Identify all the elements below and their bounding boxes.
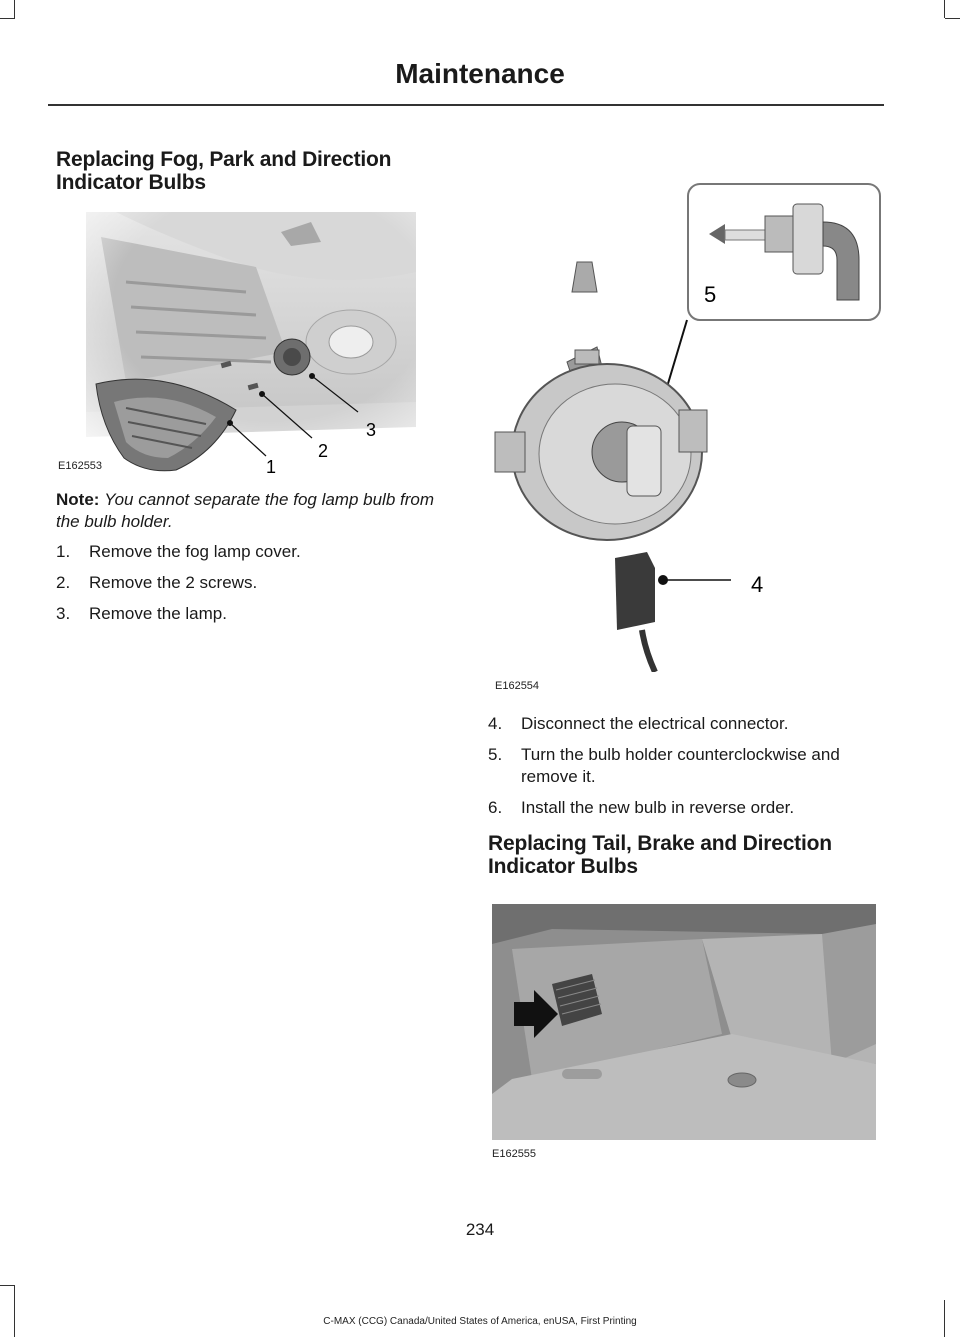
callout-5: 5 [704,282,717,307]
heading-line: Replacing Tail, Brake and Direction [488,832,832,855]
list-item [56,572,436,594]
figure-code: E162555 [492,1148,537,1160]
step-text: Turn the bulb holder counterclockwise and remove it. [521,745,840,786]
list-item [56,603,436,625]
note-label: Note: [56,490,100,509]
figure-fog-lamp [56,212,416,476]
page-title: Maintenance [395,58,565,89]
list-item [56,541,436,563]
list-item [488,713,883,735]
heading-line: Indicator Bulbs [488,855,638,878]
figure-bulb-holder [487,182,884,672]
crop-mark [0,18,15,19]
heading-line: Replacing Fog, Park and Direction [56,148,392,171]
list-item [488,797,883,819]
bulb-holder-illustration [487,182,884,672]
section-heading-tail [488,832,832,878]
crop-mark [0,1285,15,1286]
step-text: Remove the lamp. [89,604,227,623]
note-text: You cannot separate the fog lamp bulb from the bulb holder. [56,490,435,531]
figure-code: E162554 [495,680,540,692]
crop-mark [14,0,15,18]
cargo-area-illustration [492,904,876,1140]
figure-code: E162553 [58,460,103,472]
section-heading-fog [56,148,391,194]
step-number: 4. [488,714,503,733]
page-number: 234 [465,1220,495,1239]
footer-text: C-MAX (CCG) Canada/United States of America, enUSA, First Printing [323,1316,637,1327]
figure-cargo-area [492,904,876,1140]
callout-3: 3 [366,420,377,440]
crop-mark [14,1285,15,1337]
step-text: Remove the 2 screws. [89,573,258,592]
callout-2: 2 [318,441,329,461]
step-number: 2. [56,573,71,592]
step-number: 3. [56,604,71,623]
heading-line: Indicator Bulbs [56,171,206,194]
callout-1: 1 [266,457,277,476]
steps-list-fog-bulb [488,713,883,828]
step-text: Disconnect the electrical connector. [521,714,789,733]
step-number: 6. [488,798,503,817]
fog-lamp-illustration [56,212,416,476]
callout-4: 4 [751,572,764,597]
step-text: Remove the fog lamp cover. [89,542,301,561]
step-number: 5. [488,745,503,764]
header-rule [48,104,884,106]
steps-list-fog [56,541,436,634]
step-text: Install the new bulb in reverse order. [521,798,795,817]
crop-mark [945,18,960,19]
list-item [488,744,883,788]
note [56,489,436,533]
step-number: 1. [56,542,71,561]
crop-mark [944,0,945,18]
